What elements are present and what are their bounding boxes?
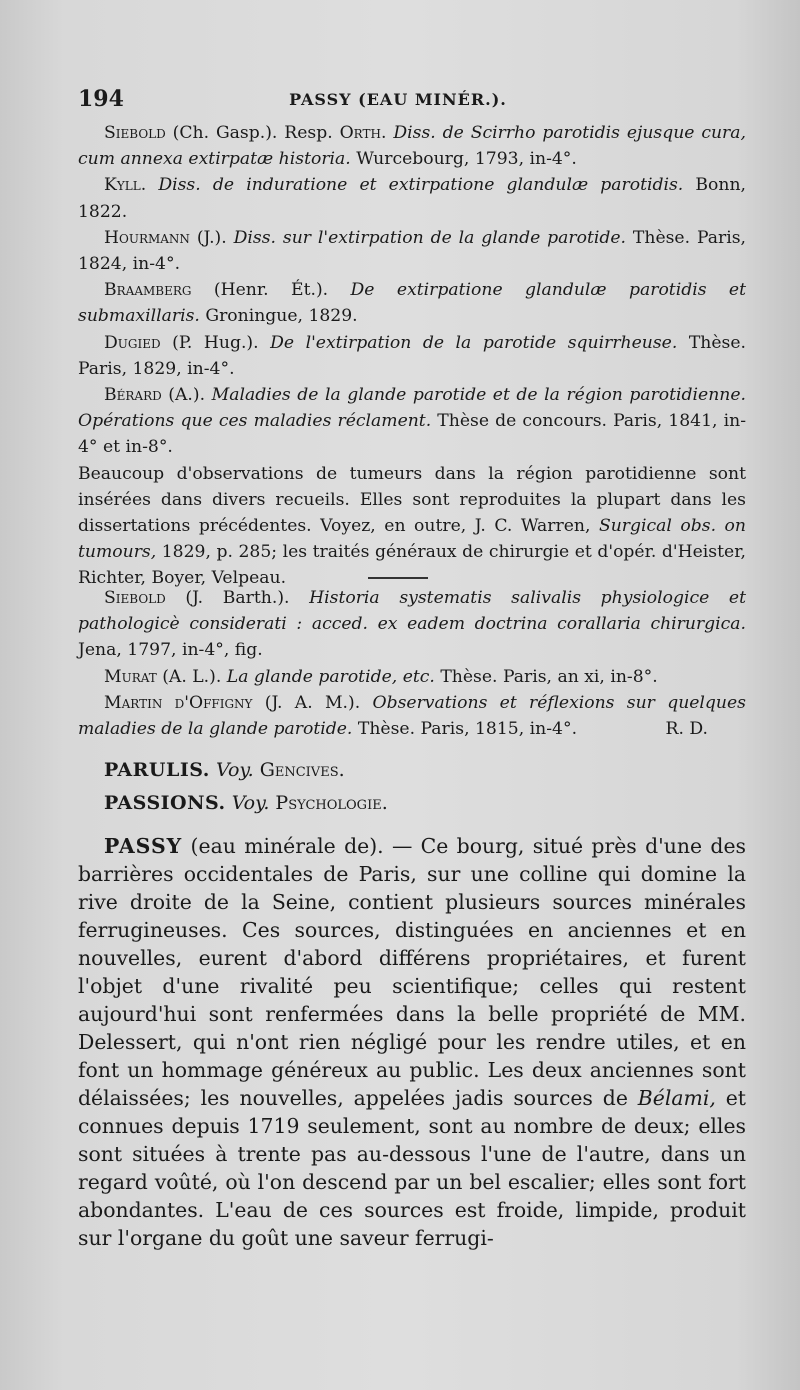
cross-references <box>78 754 746 820</box>
section-rule <box>368 577 428 579</box>
bib-details: (J. A. M.). <box>252 692 373 713</box>
bib-author: Braamberg <box>104 280 192 301</box>
bib-author: Siebold <box>104 123 166 143</box>
bib-publication: Thèse de concours. Paris, 1841, in-4° et in-8°. <box>78 411 747 458</box>
bib-publication: Jena, 1797, in-4°, fig. <box>78 640 263 661</box>
bib-author: Martin d'Offigny <box>104 692 253 713</box>
bib-author: Bérard <box>104 385 162 406</box>
article-paragraph <box>78 832 746 1252</box>
bib-title: Historia systematis salivalis physiologice et pathologicè considerati : acced. ex eadem doctrina corallaria chirurgica. <box>78 588 746 635</box>
bib-entry <box>78 277 746 329</box>
bib-title: Diss. de induratione et extirpatione glandulæ parotidis. <box>158 175 684 196</box>
observations-paragraph <box>78 461 746 592</box>
article-italic: Bélami, <box>637 1086 716 1110</box>
bib-entry <box>78 690 746 742</box>
bib-title: De l'extirpation de la parotide squirrheuse. <box>270 332 678 353</box>
observations-text: 1829, p. 285; les traités généraux de chirurgie et d'opér. d'Heister, Richter, Boyer, Velpeau. <box>78 542 746 589</box>
bib-publication: Bonn, 1822. <box>78 175 747 222</box>
bib-title: La glande parotide, etc. <box>226 666 435 687</box>
running-head: PASSY (EAU MINÉR.). <box>289 90 507 109</box>
bibliography-list-2 <box>78 585 746 742</box>
bib-author: Murat <box>104 666 157 687</box>
xref-target: Gencives. <box>259 759 345 781</box>
bib-title: Maladies de la glande parotide et de la région parotidienne. Opérations que ces maladies réclament. <box>78 385 746 432</box>
xref-voy: Voy. <box>215 759 254 781</box>
bib-entry <box>78 382 746 461</box>
bib-entry <box>78 225 746 277</box>
article-passy <box>78 832 746 1252</box>
cross-ref-passions <box>78 787 746 820</box>
bib-entry <box>78 172 746 224</box>
bib-entry <box>78 664 746 690</box>
bib-author: Siebold <box>104 588 166 608</box>
xref-head: PARULIS. <box>104 759 210 781</box>
bib-title: De extirpatione glandulæ parotidis et submaxillaris. <box>78 280 747 327</box>
bib-details: (J.). <box>189 227 234 248</box>
bib-title: Diss. de Scirrho parotidis ejusque cura, cum annexa extirpatæ historia. <box>78 123 746 170</box>
observations-italic: Surgical obs. on tumours, <box>78 516 746 563</box>
page-number: 194 <box>78 86 124 112</box>
signature: R. D. <box>665 719 708 740</box>
bib-details: (Henr. Ét.). <box>191 280 351 301</box>
bibliography-list <box>78 120 746 592</box>
xref-head: PASSIONS. <box>104 792 226 814</box>
bib-details: (Ch. Gasp.). Resp. <box>165 123 340 143</box>
bib-details: (P. Hug.). <box>160 332 271 353</box>
observations-text: Beaucoup d'observations de tumeurs dans la région parotidienne sont insérées dans divers recueils. Elles sont reproduites la plupart dans les dissertations précédentes. Voyez, en outre, J. C. Warren, <box>78 463 746 537</box>
xref-voy: Voy. <box>231 792 270 814</box>
cross-ref-parulis <box>78 754 746 787</box>
bib-publication: Thèse. Paris, 1815, in-4°. <box>352 719 578 740</box>
bib-author: Dugied <box>104 332 161 353</box>
bib-details: (A.). <box>161 385 212 406</box>
bib-author: Kyll <box>104 175 141 196</box>
bib-entry <box>78 120 746 172</box>
bib-details: (A. L.). <box>156 666 227 687</box>
bib-title: Diss. sur l'extirpation de la glande parotide. <box>233 227 627 248</box>
bib-details: . <box>380 123 394 143</box>
article-text: (eau minérale de). — Ce bourg, situé près d'une des barrières occidentales de Paris, sur une colline qui domine la rive droite de la Seine, contient plusieurs sources minérales ferrugineuses. Ces sources, distinguées en anciennes et en nouvelles, eurent d'abord différens propriétaires, et furent l'objet d'une rivalité peu scientifique; celles qui restent aujourd'hui sont renfermées dans la belle propriété de MM. Delessert, qui n'ont rien négligé pour les rendre utiles, et en font un hommage généreux au public. Les deux anciennes sont délaissées; les nouvelles, appelées jadis sources de <box>78 834 746 1110</box>
article-headword: PASSY <box>104 834 183 858</box>
bib-publication: Groningue, 1829. <box>199 306 358 327</box>
page-header <box>78 86 718 116</box>
bib-details: . <box>140 175 159 196</box>
bib-publication: Thèse. Paris, 1829, in-4°. <box>78 332 746 379</box>
xref-target: Psychologie. <box>275 792 388 814</box>
bib-publication: Wurcebourg, 1793, in-4°. <box>350 149 577 170</box>
bib-title: Observations et réflexions sur quelques maladies de la glande parotide. <box>78 692 746 740</box>
bib-entry <box>78 585 746 664</box>
bib-publication: Thèse. Paris, an xi, in-8°. <box>434 666 658 687</box>
bib-author: Orth <box>339 123 381 143</box>
bib-entry <box>78 330 746 382</box>
bib-details: (J. Barth.). <box>165 588 310 608</box>
bib-publication: Thèse. Paris, 1824, in-4°. <box>78 227 746 275</box>
article-text: et connues depuis 1719 seulement, sont au nombre de deux; elles sont situées à trente pas au-dessous l'une de l'autre, dans un regard voûté, où l'on descend par un bel escalier; elles sont fort abondantes. L'eau de ces sources est froide, limpide, produit sur l'organe du goût une saveur ferrugi- <box>78 1086 747 1250</box>
bib-author: Hourmann <box>104 227 190 248</box>
